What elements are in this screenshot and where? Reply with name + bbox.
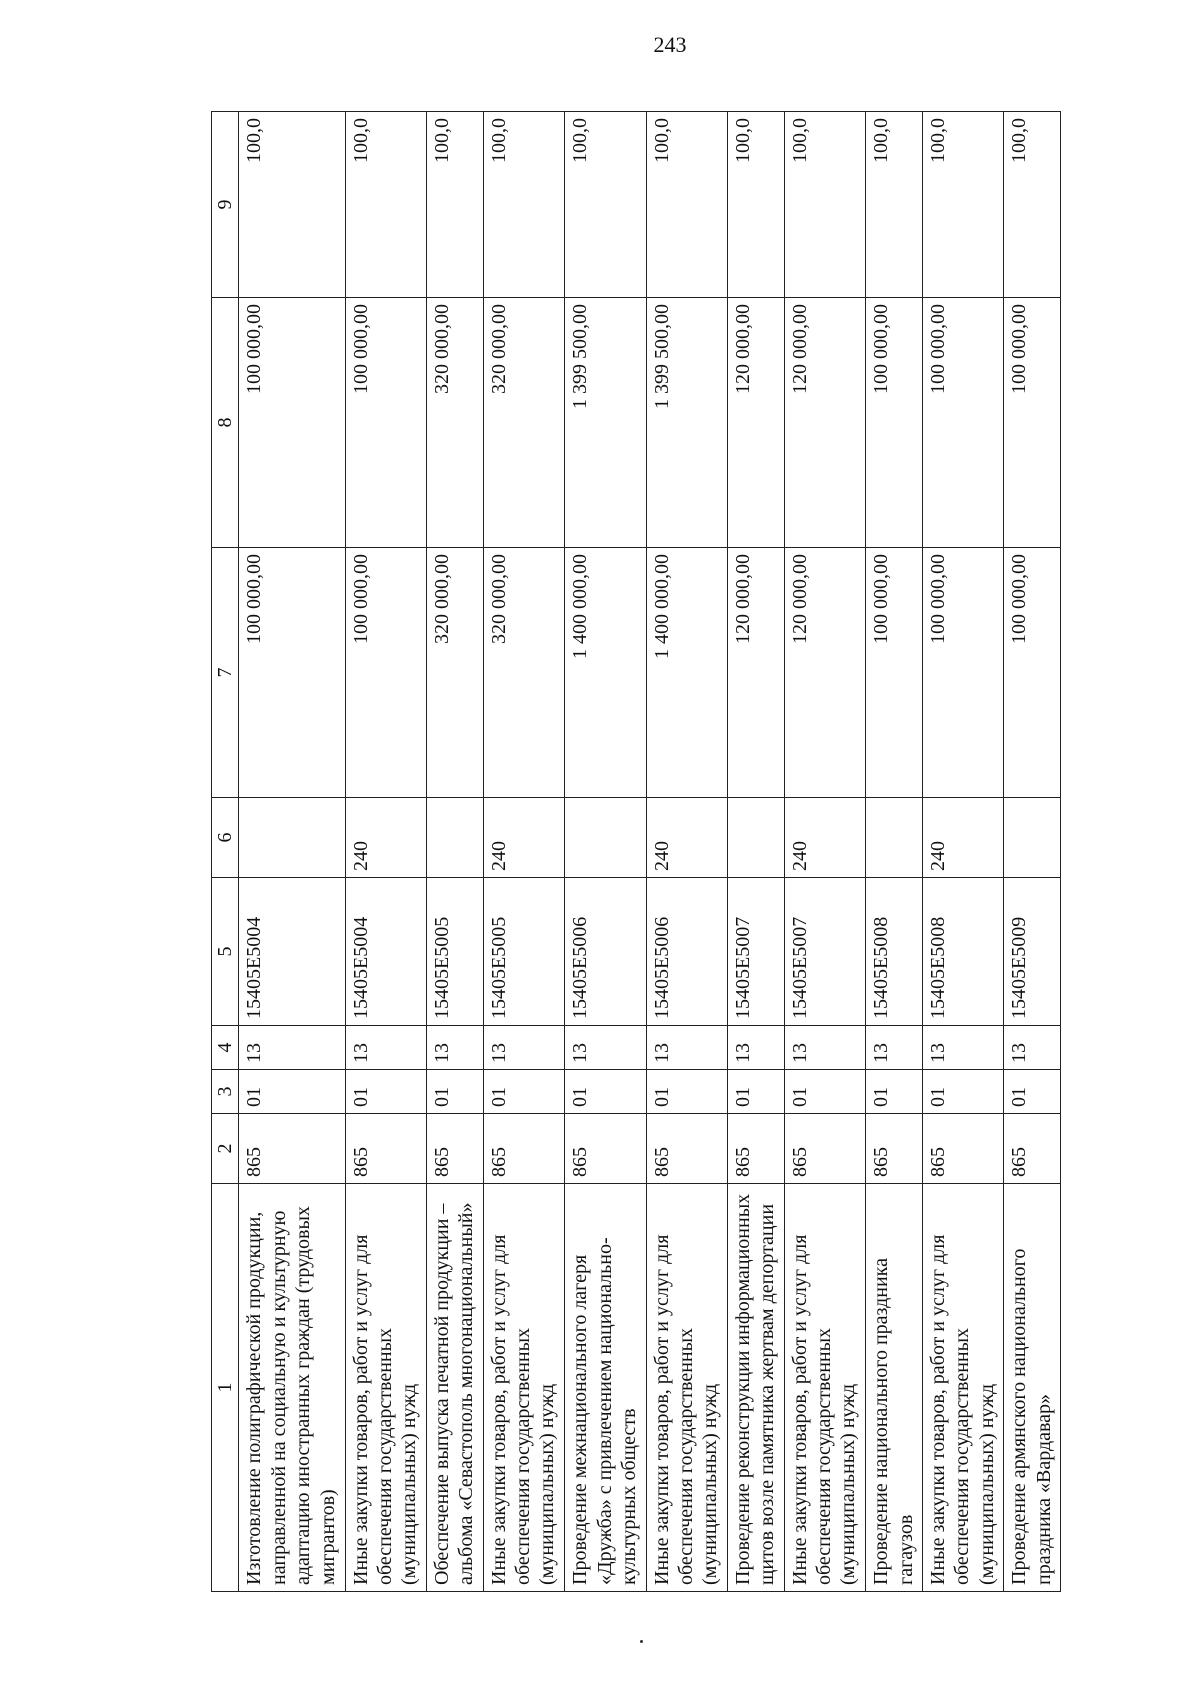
section-cell: 01 [1004,1070,1061,1114]
expense-type-cell: 240 [922,798,1003,878]
target-article-cell: 15405E5007 [784,878,865,1026]
code-cell: 865 [866,1114,923,1184]
table-row [646,112,727,1592]
percent-cell: 100,0 [427,112,484,298]
percent-cell: 100,0 [646,112,727,298]
section-cell: 01 [866,1070,923,1114]
plan-amount-cell: 1 400 000,00 [646,548,727,798]
table-row [1004,112,1061,1592]
item-name-cell: Иные закупки товаров, работ и услуг для обеспечения государственных (муниципальных) нужд [345,1184,426,1592]
plan-amount-cell: 120 000,00 [728,548,785,798]
actual-amount-cell: 100 000,00 [922,298,1003,548]
expense-type-cell [427,798,484,878]
actual-amount-cell: 320 000,00 [427,298,484,548]
code-cell: 865 [1004,1114,1061,1184]
code-cell: 865 [239,1114,345,1184]
percent-cell: 100,0 [922,112,1003,298]
header-cell: 1 [212,1184,239,1592]
table-row [922,112,1003,1592]
page-number: 243 [653,32,687,57]
plan-amount-cell: 320 000,00 [427,548,484,798]
percent-cell: 100,0 [345,112,426,298]
item-name-cell: Проведение реконструкции информационных щитов возле памятника жертвам депортации [728,1184,785,1592]
percent-cell: 100,0 [483,112,564,298]
target-article-cell: 15405E5006 [565,878,646,1026]
subsection-cell: 13 [728,1026,785,1070]
item-name-cell: Обеспечение выпуска печатной продукции – альбома «Севастополь многонациональный» [427,1184,484,1592]
table-row [866,112,923,1592]
item-name-cell: Иные закупки товаров, работ и услуг для обеспечения государственных (муниципальных) нужд [922,1184,1003,1592]
plan-amount-cell: 100 000,00 [1004,548,1061,798]
plan-amount-cell: 1 400 000,00 [565,548,646,798]
budget-table [211,111,1061,1592]
target-article-cell: 15405E5008 [922,878,1003,1026]
code-cell: 865 [565,1114,646,1184]
actual-amount-cell: 120 000,00 [784,298,865,548]
expense-type-cell [1004,798,1061,878]
section-cell: 01 [565,1070,646,1114]
target-article-cell: 15405E5007 [728,878,785,1026]
target-article-cell: 15405E5008 [866,878,923,1026]
percent-cell: 100,0 [239,112,345,298]
actual-amount-cell: 100 000,00 [239,298,345,548]
plan-amount-cell: 120 000,00 [784,548,865,798]
expense-type-cell [866,798,923,878]
header-cell: 9 [212,112,239,298]
table-row [239,112,345,1592]
target-article-cell: 15405E5009 [1004,878,1061,1026]
section-cell: 01 [784,1070,865,1114]
code-cell: 865 [784,1114,865,1184]
table-row [483,112,564,1592]
actual-amount-cell: 320 000,00 [483,298,564,548]
subsection-cell: 13 [646,1026,727,1070]
header-cell: 8 [212,298,239,548]
percent-cell: 100,0 [1004,112,1061,298]
subsection-cell: 13 [784,1026,865,1070]
code-cell: 865 [483,1114,564,1184]
plan-amount-cell: 100 000,00 [866,548,923,798]
code-cell: 865 [728,1114,785,1184]
actual-amount-cell: 100 000,00 [866,298,923,548]
section-cell: 01 [483,1070,564,1114]
actual-amount-cell: 100 000,00 [1004,298,1061,548]
table-row [565,112,646,1592]
expense-type-cell: 240 [646,798,727,878]
plan-amount-cell: 320 000,00 [483,548,564,798]
table-row [784,112,865,1592]
target-article-cell: 15405E5004 [345,878,426,1026]
rotated-table-wrapper [211,112,1061,1592]
item-name-cell: Изготовление полиграфической продукции, направленной на социальную и культурную адаптацию иностранных граждан (трудовых мигрантов) [239,1184,345,1592]
subsection-cell: 13 [866,1026,923,1070]
item-name-cell: Иные закупки товаров, работ и услуг для обеспечения государственных (муниципальных) нужд [483,1184,564,1592]
subsection-cell: 13 [345,1026,426,1070]
expense-type-cell: 240 [784,798,865,878]
subsection-cell: 13 [239,1026,345,1070]
actual-amount-cell: 100 000,00 [345,298,426,548]
header-cell: 4 [212,1026,239,1070]
target-article-cell: 15405E5004 [239,878,345,1026]
scan-speck [640,1640,643,1643]
table-row [345,112,426,1592]
actual-amount-cell: 1 399 500,00 [565,298,646,548]
item-name-cell: Проведение армянского национального праздника «Вардавар» [1004,1184,1061,1592]
percent-cell: 100,0 [866,112,923,298]
subsection-cell: 13 [1004,1026,1061,1070]
section-cell: 01 [345,1070,426,1114]
subsection-cell: 13 [483,1026,564,1070]
section-cell: 01 [728,1070,785,1114]
section-cell: 01 [427,1070,484,1114]
section-cell: 01 [239,1070,345,1114]
target-article-cell: 15405E5005 [427,878,484,1026]
item-name-cell: Иные закупки товаров, работ и услуг для обеспечения государственных (муниципальных) нужд [646,1184,727,1592]
expense-type-cell: 240 [483,798,564,878]
expense-type-cell [728,798,785,878]
expense-type-cell: 240 [345,798,426,878]
header-cell: 3 [212,1070,239,1114]
header-cell: 6 [212,798,239,878]
table-row [427,112,484,1592]
plan-amount-cell: 100 000,00 [922,548,1003,798]
expense-type-cell [565,798,646,878]
subsection-cell: 13 [565,1026,646,1070]
item-name-cell: Проведение национального праздника гагаузов [866,1184,923,1592]
expense-type-cell [239,798,345,878]
header-cell: 5 [212,878,239,1026]
actual-amount-cell: 120 000,00 [728,298,785,548]
subsection-cell: 13 [922,1026,1003,1070]
plan-amount-cell: 100 000,00 [345,548,426,798]
plan-amount-cell: 100 000,00 [239,548,345,798]
subsection-cell: 13 [427,1026,484,1070]
target-article-cell: 15405E5006 [646,878,727,1026]
header-row [212,112,239,1592]
table-row [728,112,785,1592]
item-name-cell: Иные закупки товаров, работ и услуг для обеспечения государственных (муниципальных) нужд [784,1184,865,1592]
item-name-cell: Проведение межнационального лагеря «Дружба» с привлечением национально-культурных обществ [565,1184,646,1592]
section-cell: 01 [646,1070,727,1114]
percent-cell: 100,0 [728,112,785,298]
header-cell: 2 [212,1114,239,1184]
code-cell: 865 [427,1114,484,1184]
code-cell: 865 [922,1114,1003,1184]
section-cell: 01 [922,1070,1003,1114]
percent-cell: 100,0 [565,112,646,298]
code-cell: 865 [646,1114,727,1184]
code-cell: 865 [345,1114,426,1184]
target-article-cell: 15405E5005 [483,878,564,1026]
actual-amount-cell: 1 399 500,00 [646,298,727,548]
header-cell: 7 [212,548,239,798]
percent-cell: 100,0 [784,112,865,298]
